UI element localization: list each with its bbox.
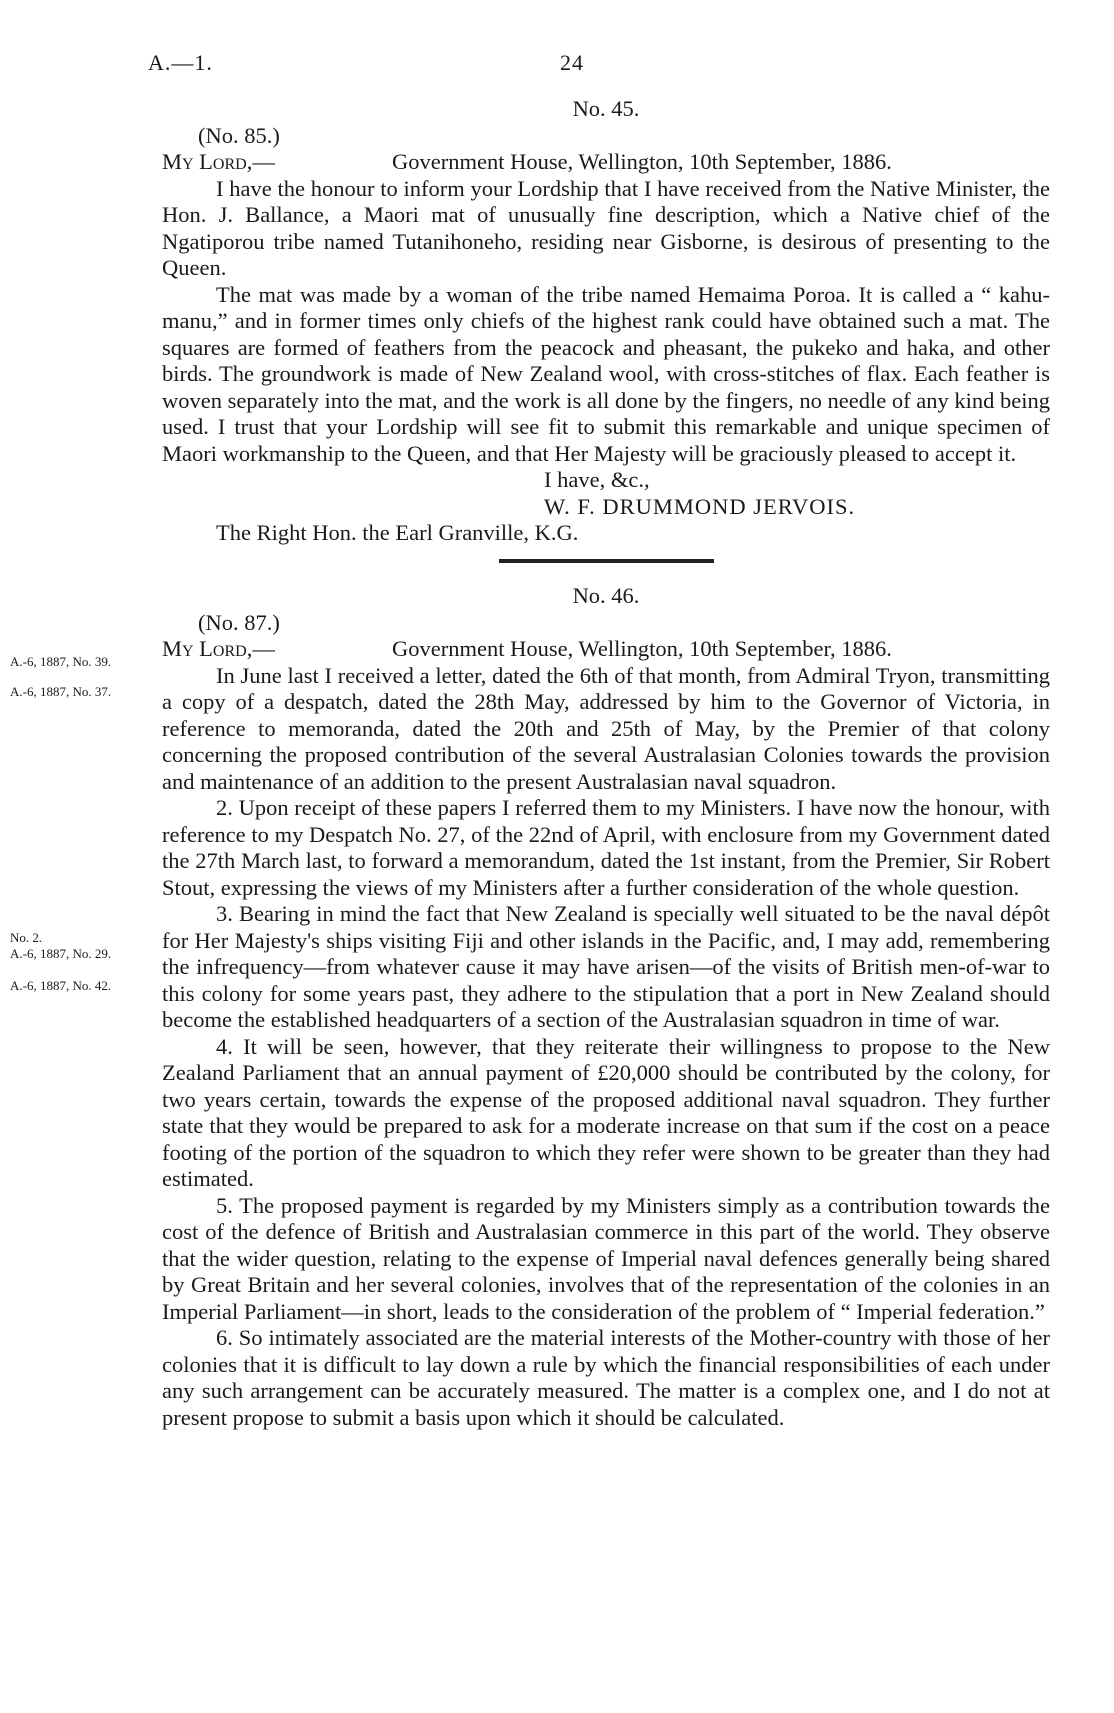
closing: I have, &c., [544,467,650,492]
place-date: Government House, Wellington, 10th September, 1886. [392,636,892,661]
margin-note: A.-6, 1887, No. 39. [10,654,112,669]
letter-number: No. 45. [572,96,640,121]
paragraph: 3. Bearing in mind the fact that New Zealand is specially well situated to be the naval dépôt for Her Majesty's ships visiting Fiji and other islands in the Pacific, and, I may add, remembering the infrequency—from whatever cause it may have arisen—of the visits of British men-of-war to this colony for some years past, they adhere to the stipulation that a port in New Zealand should become the established headquarters of a section of the Australasian squadron in time of war. [162,901,1050,1032]
paragraph: 4. It will be seen, however, that they reiterate their willingness to propose to the New Zealand Parliament that an annual payment of £20,000 should be contributed by the colony, for two years certain, towards the expense of the proposed additional naval squadron. They further state that they would be prepared to ask for a moderate increase on that sum if the cost on a peace footing of the portion of the squadron to which they refer were shown to be greater than they had estimated. [162,1033,1050,1191]
signature: W. F. DRUMMOND JERVOIS. [544,493,856,519]
despatch-reference: (No. 87.) [198,609,280,635]
margin-note: A.-6, 1887, No. 37. [10,684,112,699]
salutation: My Lord,— [162,149,275,174]
salutation-line [162,636,1050,663]
letter-45 [162,96,1050,573]
page-number: 24 [560,50,584,75]
letter-number: No. 46. [572,583,640,608]
margin-note: A.-6, 1887, No. 42. [10,978,112,993]
paragraph: In June last I received a letter, dated the 6th of that month, from Admiral Tryon, transmitting a copy of a despatch, dated the 28th May, addressed by him to the Governor of Victoria, in reference to memoranda, dated the 20th and 25th of May, by the Premier of that colony concerning the proposed contribution of the several Australasian Colonies towards the provision and maintenance of an addition to the present Australasian naval squadron. [162,662,1050,794]
series-label: A.—1. [148,50,213,75]
margin-note: No. 2. [10,930,43,945]
paragraph: 2. Upon receipt of these papers I referred them to my Ministers. I have now the honour, with reference to my Despatch No. 27, of the 22nd of April, with enclosure from my Government dated the 27th March last, to forward a memorandum, dated the 1st instant, from the Premier, Sir Robert Stout, expressing the views of my Ministers after a further consideration of the whole question. [162,795,1050,900]
paragraph: 6. So intimately associated are the material interests of the Mother-country with those of her colonies that it is difficult to lay down a rule by which the financial responsibilities of each under any such arrangement can be accurately measured. The matter is a complex one, and I do not at present propose to submit a basis upon which it should be calculated. [162,1325,1050,1430]
despatch-reference: (No. 85.) [198,122,280,148]
place-date: Government House, Wellington, 10th September, 1886. [392,149,892,174]
margin-note: A.-6, 1887, No. 29. [10,946,112,961]
addressee: The Right Hon. the Earl Granville, K.G. [216,520,579,545]
salutation: My Lord,— [162,636,275,661]
letter-46 [162,583,1050,1431]
section-divider [499,559,714,563]
paragraph: 5. The proposed payment is regarded by my Ministers simply as a contribution towards the cost of the defence of British and Australasian commerce in this part of the world. They observe that the wider question, relating to the expense of Imperial naval defences generally being shared by Great Britain and her several colonies, involves that of the representation of the colonies in an Imperial Parliament—in short, leads to the consideration of the problem of “ Imperial federation.” [162,1192,1050,1324]
salutation-line [162,149,1050,176]
paragraph: I have the honour to inform your Lordship that I have received from the Native Minister, the Hon. J. Ballance, a Maori mat of unusually fine description, which a Native chief of the Ngatiporou tribe named Tutanihoneho, residing near Gisborne, is desirous of presenting to the Queen. [162,175,1050,280]
paragraph: The mat was made by a woman of the tribe named Hemaima Poroa. It is called a “ kahu-manu,” and in former times only chiefs of the highest rank could have obtained such a mat. The squares are formed of feathers from the peacock and pheasant, the pukeko and haka, and other birds. The groundwork is made of New Zealand wool, with cross-stitches of flax. Each feather is woven separately into the mat, and the work is all done by the fingers, no needle of any kind being used. I trust that your Lordship will see fit to submit this remarkable and unique specimen of Maori workmanship to the Queen, and that Her Majesty will be graciously pleased to accept it. [162,281,1050,466]
